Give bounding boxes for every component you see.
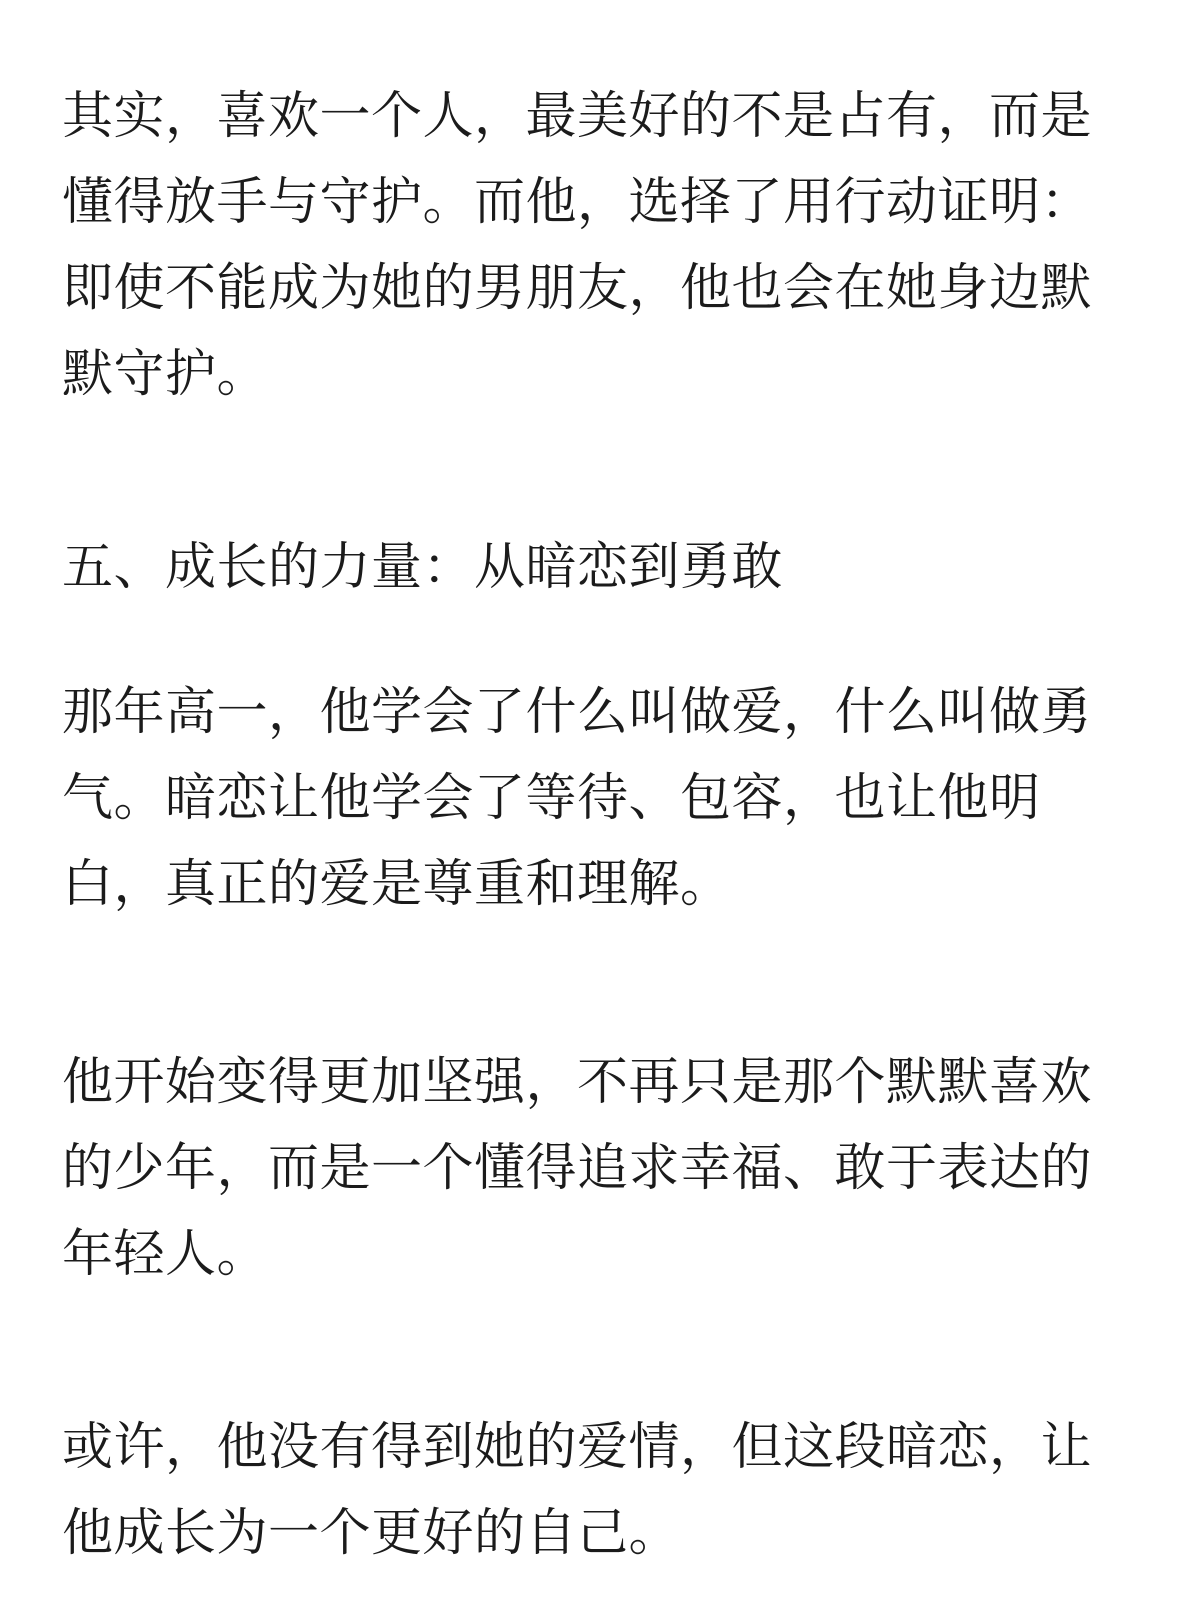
paragraph-1: 其实，喜欢一个人，最美好的不是占有，而是懂得放手与守护。而他，选择了用行动证明：即使不能成为她的男朋友，他也会在她身边默默守护。 bbox=[62, 87, 1093, 404]
paragraph-2: 那年高一，他学会了什么叫做爱，什么叫做勇气。暗恋让他学会了等待、包容，也让他明白，真正的爱是尊重和理解。 bbox=[62, 683, 1093, 914]
section-heading: 五、成长的力量：从暗恋到勇敢 bbox=[62, 538, 784, 597]
paragraph-3: 他开始变得更加坚强，不再只是那个默默喜欢的少年，而是一个懂得追求幸福、敢于表达的年轻人。 bbox=[62, 1053, 1093, 1284]
paragraph-4: 或许，他没有得到她的爱情，但这段暗恋，让他成长为一个更好的自己。 bbox=[62, 1418, 1093, 1563]
